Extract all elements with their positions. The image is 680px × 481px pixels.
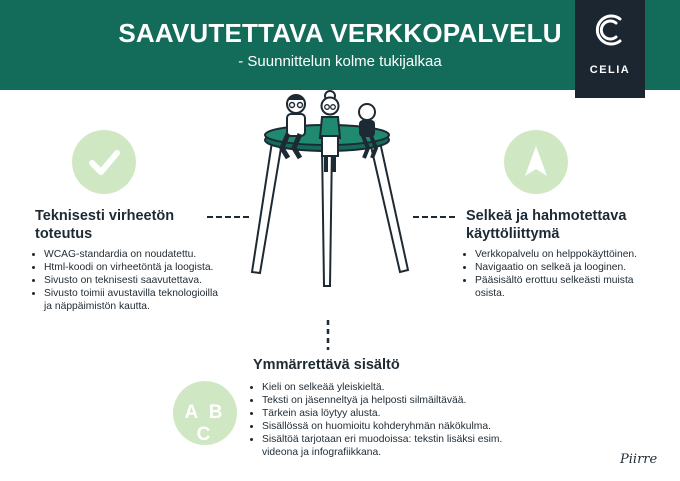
list-item: • Html-koodi on virheetöntä ja loogista.: [44, 261, 219, 274]
interface-heading: Selkeä ja hahmotettava käyttöliittymä: [466, 208, 627, 242]
checkmark-icon: [72, 130, 136, 194]
technical-heading: Teknisesti virheetön toteutus: [35, 208, 175, 242]
signature: Piirre: [620, 452, 658, 467]
content-list: [253, 381, 527, 459]
content-heading: Ymmärrettävä sisältö: [253, 357, 400, 373]
stool-illustration: [230, 90, 430, 290]
interface-list: [466, 248, 660, 300]
technical-list: [35, 248, 219, 313]
page-subtitle: - Suunnittelun kolme tukijalkaa: [238, 53, 442, 70]
list-item: • Sisällössä on huomioitu kohderyhmän näkökulma.: [262, 420, 527, 433]
checkmark-circle: [72, 130, 136, 194]
celia-logo-icon: [575, 0, 645, 60]
stool-leg-left: [252, 142, 282, 273]
stool-leg-right: [370, 142, 408, 272]
page-title: SAAVUTETTAVA VERKKOPALVELU: [118, 18, 562, 48]
list-item: • Sivusto on teknisesti saavutettava.: [44, 274, 219, 287]
list-item: • Sisältöä tarjotaan eri muodoissa: tekstin lisäksi esim. videona ja infografiikkana.: [262, 433, 527, 459]
dashed-connector-bottom: [326, 320, 330, 350]
list-item: • Pääsisältö erottuu selkeästi muista osista.: [475, 274, 660, 300]
list-item: • Sivusto toimii avustavilla teknologioilla ja näppäimistön kautta.: [44, 287, 219, 313]
cursor-arrow-icon: [504, 130, 568, 194]
cursor-circle: [504, 130, 568, 194]
abc-circle: [173, 381, 237, 445]
abc-icon: A B C: [184, 402, 226, 445]
dashed-connector-right: [413, 216, 455, 220]
dashed-connector-left: [207, 216, 249, 220]
list-item: • Tärkein asia löytyy alusta.: [262, 407, 527, 420]
list-item: • WCAG-standardia on noudatettu.: [44, 248, 219, 261]
list-item: • Verkkopalvelu on helppokäyttöinen.: [475, 248, 660, 261]
celia-logo: [575, 0, 645, 98]
logo-text: CELIA: [589, 64, 631, 76]
list-item: • Kieli on selkeää yleiskieltä.: [262, 381, 527, 394]
list-item: • Navigaatio on selkeä ja looginen.: [475, 261, 660, 274]
list-item: • Teksti on jäsenneltyä ja helposti silmäiltävää.: [262, 394, 527, 407]
